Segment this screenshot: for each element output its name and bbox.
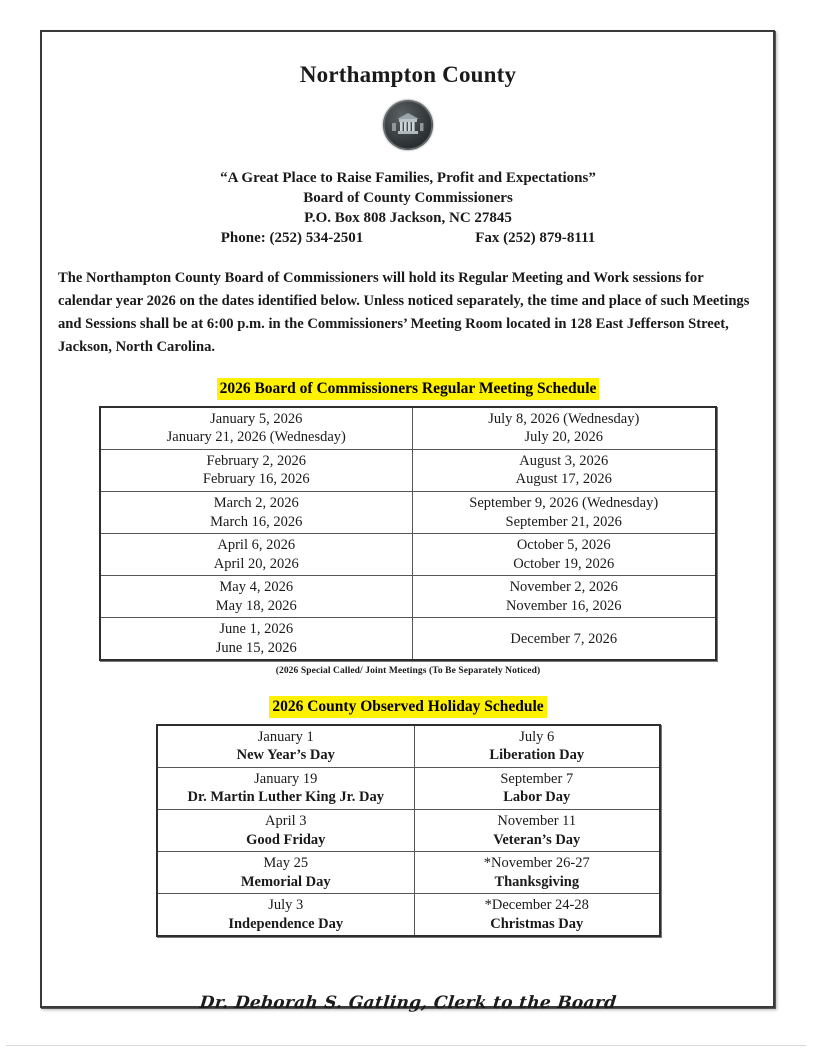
meeting-cell-right: August 3, 2026 August 17, 2026 bbox=[412, 449, 716, 491]
holiday-name: Independence Day bbox=[228, 915, 344, 932]
holiday-schedule-heading-text: 2026 County Observed Holiday Schedule bbox=[269, 696, 546, 717]
table-row bbox=[157, 894, 660, 937]
meeting-cell-right: October 5, 2026 October 19, 2026 bbox=[412, 534, 716, 576]
document-content bbox=[48, 36, 768, 1014]
holiday-name: Dr. Martin Luther King Jr. Day bbox=[187, 789, 384, 806]
fax-number: Fax (252) 879-8111 bbox=[475, 230, 596, 247]
holiday-cell-left bbox=[157, 809, 415, 851]
notice-paragraph: The Northampton County Board of Commissioners will hold its Regular Meeting and Work sessions for calendar year 2026 on the dates identified below. Unless noticed separately, the time and place of such Meetings and Sessions shall be at 6:00 p.m. in the Commissioners’ Meeting Room located in 128 East Jefferson Street, Jackson, North Carolina. bbox=[58, 270, 750, 355]
holiday-name: Memorial Day bbox=[240, 873, 331, 890]
table-row bbox=[100, 618, 716, 661]
meeting-cell-left: March 2, 2026 March 16, 2026 bbox=[100, 492, 412, 534]
holiday-schedule-heading bbox=[48, 696, 768, 717]
scan-edge-line bbox=[6, 1045, 806, 1046]
meeting-cell-left: April 6, 2026 April 20, 2026 bbox=[100, 534, 412, 576]
holiday-cell-left bbox=[157, 852, 415, 894]
meeting-cell-left: June 1, 2026 June 15, 2026 bbox=[100, 618, 412, 661]
meeting-schedule-body bbox=[100, 407, 716, 661]
holiday-schedule-body bbox=[157, 725, 660, 936]
meeting-cell-right: December 7, 2026 bbox=[412, 618, 716, 661]
table-row bbox=[100, 449, 716, 491]
table-row bbox=[157, 852, 660, 894]
meeting-cell-left: May 4, 2026 May 18, 2026 bbox=[100, 576, 412, 618]
holiday-name: Veteran’s Day bbox=[493, 831, 581, 848]
table-row bbox=[157, 767, 660, 809]
holiday-name: Liberation Day bbox=[489, 747, 585, 764]
meeting-schedule-heading-text: 2026 Board of Commissioners Regular Meeting Schedule bbox=[217, 378, 600, 399]
holiday-date: January 1 bbox=[257, 728, 314, 745]
holiday-date: *December 24-28 bbox=[484, 897, 589, 914]
holiday-cell-left bbox=[157, 767, 415, 809]
holiday-date: January 19 bbox=[254, 770, 318, 787]
table-row bbox=[157, 725, 660, 768]
organization-name: Board of County Commissioners bbox=[303, 189, 513, 206]
holiday-cell-right bbox=[415, 852, 660, 894]
table-row bbox=[100, 492, 716, 534]
meeting-schedule-table bbox=[99, 406, 717, 662]
holiday-date: July 6 bbox=[519, 728, 555, 745]
holiday-name: Christmas Day bbox=[490, 915, 584, 932]
holiday-date: *November 26-27 bbox=[483, 855, 590, 872]
meeting-cell-left: February 2, 2026 February 16, 2026 bbox=[100, 449, 412, 491]
table-row bbox=[100, 576, 716, 618]
meeting-schedule-footnote: (2026 Special Called/ Joint Meetings (To Be Separately Noticed) bbox=[275, 666, 541, 677]
county-seal-courthouse-icon bbox=[383, 100, 433, 150]
table-row bbox=[100, 407, 716, 450]
meeting-cell-left: January 5, 2026 January 21, 2026 (Wednesday) bbox=[100, 407, 412, 450]
holiday-name: Labor Day bbox=[503, 789, 571, 806]
table-row bbox=[100, 534, 716, 576]
phone-number: Phone: (252) 534-2501 bbox=[220, 230, 364, 247]
holiday-name: Thanksgiving bbox=[494, 873, 580, 890]
holiday-cell-right bbox=[415, 809, 660, 851]
holiday-date: September 7 bbox=[500, 770, 574, 787]
holiday-date: May 25 bbox=[263, 855, 309, 872]
holiday-date: November 11 bbox=[497, 812, 577, 829]
holiday-cell-left bbox=[157, 894, 415, 937]
meeting-cell-right: November 2, 2026 November 16, 2026 bbox=[412, 576, 716, 618]
contact-line bbox=[48, 230, 768, 247]
clerk-signature: Dr. Deborah S. Gatling, Clerk to the Board bbox=[198, 993, 618, 1014]
holiday-name: Good Friday bbox=[246, 831, 326, 848]
holiday-cell-left bbox=[157, 725, 415, 768]
page-title: Northampton County bbox=[299, 62, 517, 87]
holiday-schedule-table bbox=[156, 724, 661, 937]
holiday-cell-right bbox=[415, 725, 660, 768]
holiday-name: New Year’s Day bbox=[236, 747, 335, 764]
meeting-schedule-heading bbox=[48, 378, 768, 399]
table-row bbox=[157, 809, 660, 851]
meeting-cell-right: September 9, 2026 (Wednesday) September 21, 2026 bbox=[412, 492, 716, 534]
county-tagline: “A Great Place to Raise Families, Profit and Expectations” bbox=[220, 170, 596, 186]
seal-container bbox=[48, 100, 768, 155]
holiday-cell-right bbox=[415, 894, 660, 937]
holiday-date: July 3 bbox=[268, 897, 304, 914]
holiday-date: April 3 bbox=[265, 812, 307, 829]
holiday-cell-right bbox=[415, 767, 660, 809]
mailing-address: P.O. Box 808 Jackson, NC 27845 bbox=[304, 209, 512, 226]
meeting-cell-right: July 8, 2026 (Wednesday) July 20, 2026 bbox=[412, 407, 716, 450]
